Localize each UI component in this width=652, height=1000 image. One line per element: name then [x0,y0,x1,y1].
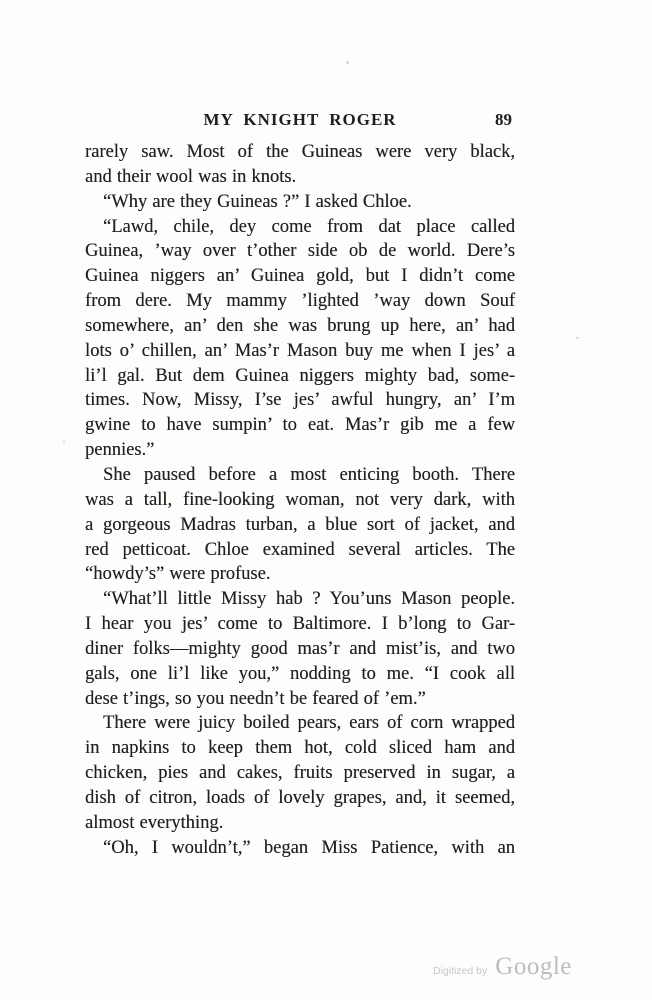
text-line: dese t’ings, so you needn’t be feared of ’em.” [85,688,426,709]
scan-speck [346,61,349,64]
scan-speck [576,337,579,339]
paragraph [85,463,515,587]
paragraph [85,190,515,215]
paragraph [85,140,515,190]
text-line: pennies.” [85,440,155,461]
text-line: diner folks—mighty good mas’r and mist’is, and two [85,638,515,659]
text-line: There were juicy boiled pears, ears of corn wrapped [103,713,515,734]
text-line: lots o’ chillen, an’ Mas’r Mason buy me when I jes’ a [85,340,515,361]
text-line: chicken, pies and cakes, fruits preserved in sugar, a [85,763,515,784]
text-line: and their wool was in knots. [85,166,297,187]
text-line: times. Now, Missy, I’se jes’ awful hungry, an’ I’m [85,390,515,411]
text-line: red petticoat. Chloe examined several articles. The [85,539,515,560]
text-line: “howdy’s” were profuse. [85,564,271,585]
text-line: a gorgeous Madras turban, a blue sort of jacket, and [85,514,515,535]
text-line: dish of citron, loads of lovely grapes, and, it seemed, [85,787,515,808]
paragraph [85,711,515,835]
text-line: Guinea niggers an’ Guinea gold, but I didn’t come [85,266,515,287]
text-line: gals, one li’l like you,” nodding to me. “I cook all [85,663,515,684]
text-line: in napkins to keep them hot, cold sliced ham and [85,738,515,759]
digitized-by-label: Digitized by [433,965,488,977]
running-head [85,110,515,132]
text-line: almost everything. [85,812,224,833]
text-line: “Oh, I wouldn’t,” began Miss Patience, with an [103,837,515,858]
paragraph [85,587,515,711]
text-line: rarely saw. Most of the Guineas were very black, [85,142,515,162]
page-title: MY KNIGHT ROGER [203,110,397,129]
text-line: “Lawd, chile, dey come from dat place called [103,216,515,237]
page-number: 89 [495,110,512,129]
text-line: from dere. My mammy ’lighted ’way down Souf [85,291,515,312]
google-logo: Google [495,953,572,980]
text-line: Guinea, ’way over t’other side ob de world. Dere’s [85,241,515,262]
scan-speck [63,441,65,443]
paragraph [85,215,515,463]
page-text [85,140,515,860]
watermark [433,953,572,981]
text-line: I hear you jes’ come to Baltimore. I b’long to Gar- [85,614,515,635]
text-line: gwine to have sumpin’ to eat. Mas’r gib me a few [85,415,515,436]
text-line: “Why are they Guineas ?” I asked Chloe. [103,191,412,212]
text-line: “What’ll little Missy hab ? You’uns Mason people. [103,589,515,610]
paragraph [85,836,515,861]
text-line: She paused before a most enticing booth. There [103,464,515,485]
text-line: li’l gal. But dem Guinea niggers mighty bad, some- [85,365,515,386]
text-line: was a tall, fine-looking woman, not very dark, with [85,489,515,510]
text-line: somewhere, an’ den she was brung up here, an’ had [85,315,515,336]
